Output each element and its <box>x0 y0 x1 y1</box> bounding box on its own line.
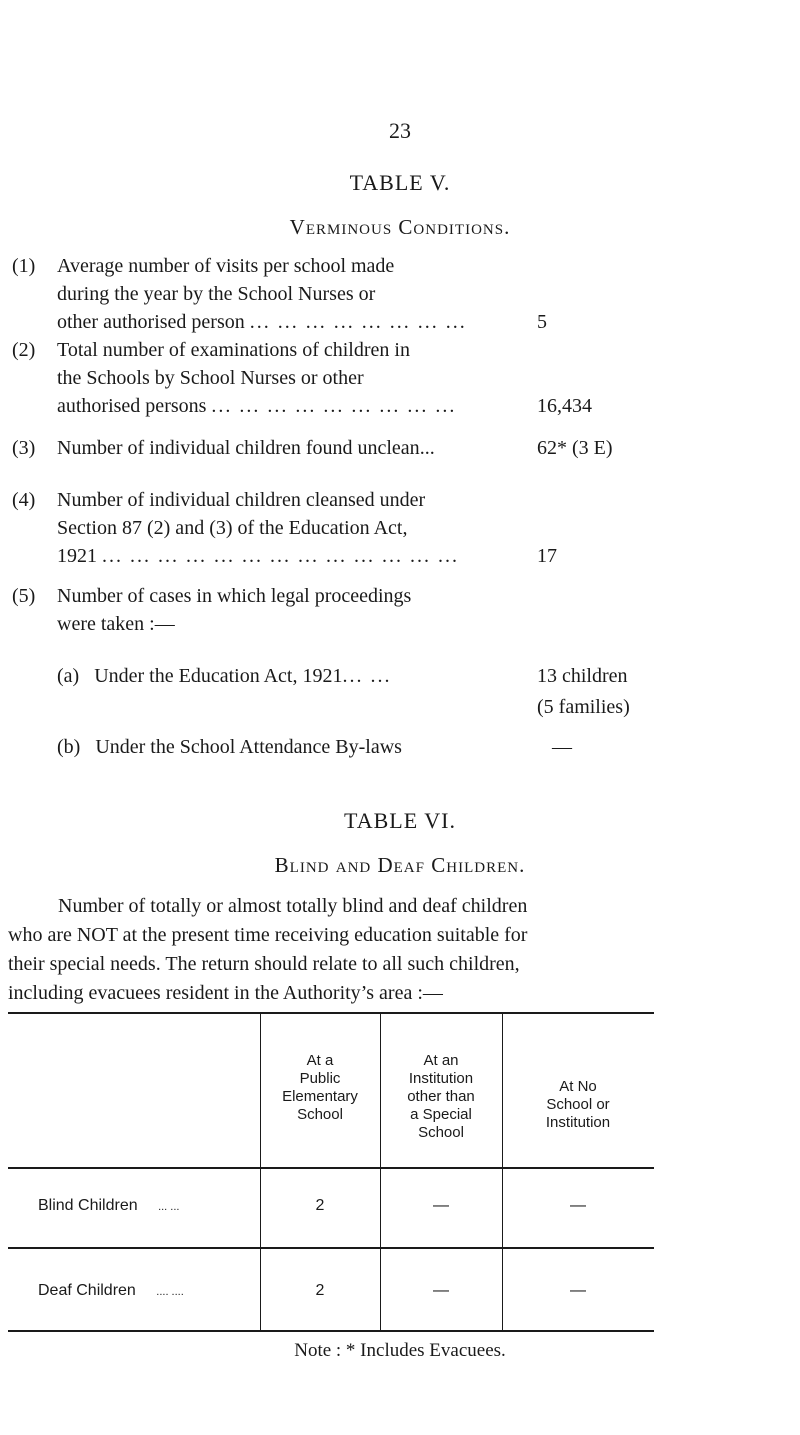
header-line: At an <box>423 1052 459 1069</box>
item-text-fragment: 1921 <box>57 545 97 567</box>
item-value: 5 <box>537 311 547 333</box>
header-line: At a <box>306 1052 334 1069</box>
deaf-institution: — <box>433 1282 449 1299</box>
blind-institution: — <box>433 1197 449 1214</box>
item-text-line <box>57 308 517 336</box>
column-header-institution <box>380 1052 502 1142</box>
row-label-blind <box>38 1197 179 1215</box>
item-text-line: Total number of examinations of children in <box>57 339 410 361</box>
item-number: (5) <box>12 585 36 607</box>
column-header-public-elementary <box>260 1052 380 1124</box>
table-bottom-rule <box>8 1330 654 1332</box>
item-text-line <box>57 434 517 462</box>
item-number: (4) <box>12 489 36 511</box>
subitem-text: Under the Education Act, 1921 <box>94 665 343 687</box>
item-value: 16,434 <box>537 395 592 417</box>
table-header-rule <box>8 1167 654 1169</box>
legal-proceedings-b <box>57 733 402 761</box>
item-value: 17 <box>537 545 557 567</box>
item-text-line: during the year by the School Nurses or <box>57 283 376 305</box>
item-value: 62* (3 E) <box>537 437 613 459</box>
item-text <box>57 434 517 462</box>
item-text-line: were taken :— <box>57 613 175 635</box>
dot-leader: ... ... ... ... ... ... ... ... ... ... ... ... ... <box>102 545 459 567</box>
item-text-line <box>57 392 517 420</box>
subitem-label: (b) <box>57 736 81 758</box>
dot-leader: ... ... ... ... ... ... ... ... ... <box>211 395 457 417</box>
item-text-line: Number of individual children cleansed under <box>57 489 426 511</box>
item-text <box>57 252 517 336</box>
item-number: (2) <box>12 339 36 361</box>
header-line: Institution <box>545 1114 611 1131</box>
item-text-fragment: Number of individual children found unclean <box>57 437 420 459</box>
item-text <box>57 336 517 420</box>
item-text-line <box>57 542 517 570</box>
table-vi-subtitle: Blind and Deaf Children. <box>274 853 526 877</box>
blind-public-elementary: 2 <box>315 1197 325 1214</box>
blind-no-school: — <box>570 1197 586 1214</box>
item-text <box>57 486 517 570</box>
item-text-line: Average number of visits per school made <box>57 255 395 277</box>
subitem-text: Under the School Attendance By-laws <box>95 736 402 758</box>
legal-proceedings-b-value: — <box>552 736 572 758</box>
deaf-no-school: — <box>570 1282 586 1299</box>
header-line: At No <box>559 1078 597 1095</box>
header-line: Institution <box>408 1070 474 1087</box>
item-text-fragment: other authorised person <box>57 311 245 333</box>
header-line: School <box>297 1106 343 1123</box>
header-line: other than <box>407 1088 475 1105</box>
item-number: (3) <box>12 437 36 459</box>
table-row-rule <box>8 1247 654 1249</box>
header-line: School or <box>546 1096 610 1113</box>
item-number: (1) <box>12 255 36 277</box>
page-number: 23 <box>389 118 411 143</box>
dot-leader: ... ... <box>342 665 392 687</box>
table-v-subtitle: Verminous Conditions. <box>289 215 511 239</box>
dot-leader: ... <box>419 437 435 459</box>
item-text-line: the Schools by School Nurses or other <box>57 367 364 389</box>
table-vi-title: TABLE VI. <box>344 808 456 833</box>
description-line: their special needs. The return should relate to all such children, <box>8 953 520 975</box>
row-label-text: Blind Children <box>38 1197 138 1214</box>
description-line: including evacuees resident in the Authority’s area :— <box>8 982 443 1004</box>
table-v-title: TABLE V. <box>349 170 451 195</box>
header-line: Public <box>299 1070 341 1087</box>
deaf-public-elementary: 2 <box>315 1282 325 1299</box>
column-header-no-school <box>502 1078 654 1132</box>
item-text-line: Section 87 (2) and (3) of the Education Act, <box>57 517 408 539</box>
header-line: School <box>418 1124 464 1141</box>
row-label-text: Deaf Children <box>38 1282 136 1299</box>
blind-deaf-table <box>8 1012 654 1435</box>
table-vi-description <box>8 892 792 1008</box>
header-line: Elementary <box>282 1088 358 1105</box>
legal-proceedings-a <box>57 662 391 690</box>
description-line: who are NOT at the present time receiving education suitable for <box>8 924 528 946</box>
table-top-rule <box>8 1012 654 1014</box>
subitem-label: (a) <box>57 665 80 687</box>
legal-proceedings-a-families: (5 families) <box>537 696 630 718</box>
legal-proceedings-a-value: 13 children <box>537 665 628 687</box>
header-line: a Special <box>410 1106 472 1123</box>
row-label-deaf <box>38 1282 184 1300</box>
dot-leader: ... ... ... ... ... ... ... ... <box>249 311 467 333</box>
item-text-fragment: authorised persons <box>57 395 207 417</box>
dot-leader: ... ... <box>158 1201 180 1213</box>
item-text <box>57 582 517 638</box>
description-line: Number of totally or almost totally blind and deaf children <box>58 895 528 917</box>
item-text-line: Number of cases in which legal proceedings <box>57 585 412 607</box>
footnote: Note : * Includes Evacuees. <box>294 1340 506 1361</box>
dot-leader: .... .... <box>156 1286 184 1298</box>
